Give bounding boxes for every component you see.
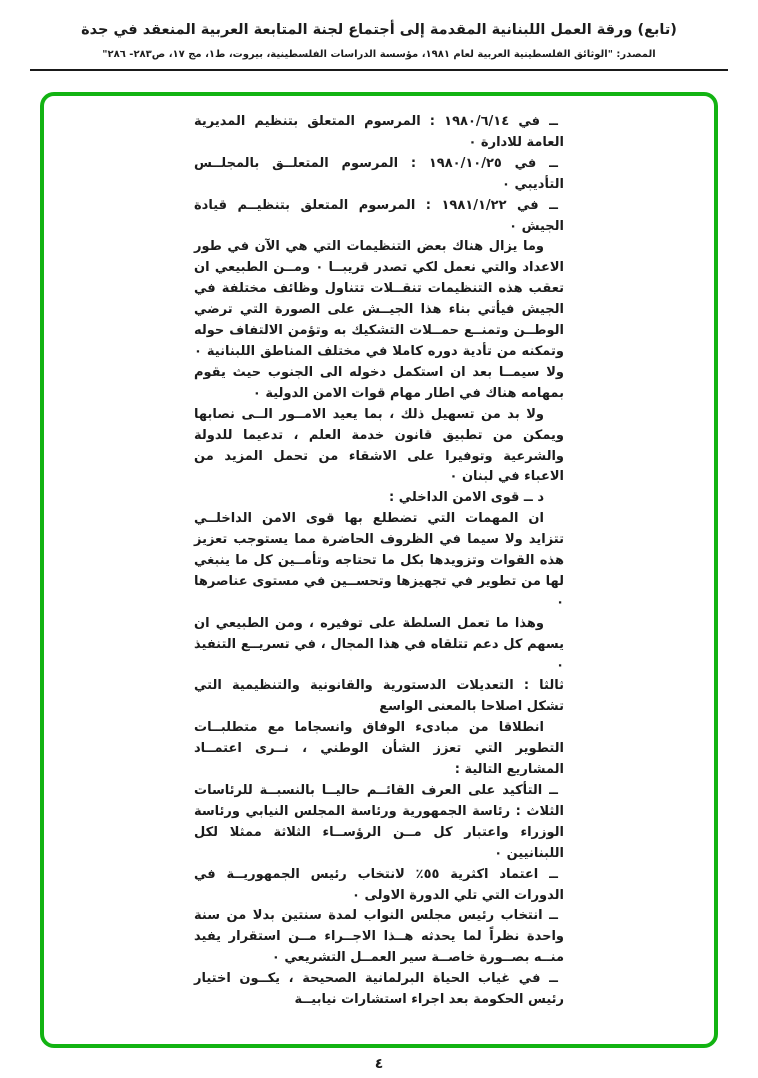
body-paragraph: ان المهمات التي تضطلع بها قوى الامن الداخلــي تتزايد ولا سيما في الظروف الحاضرة مما يستوجب تعزيز هذه القوات وتزويدها بكل ما تحتاجه وتأمــين كل ما ينبغي لها من تطوير في تجهيزها وتحســين في مستوى عناصرها ٠ [194,511,564,610]
document-body-text [194,112,564,1011]
body-paragraph: وهذا ما تعمل السلطة على توفيره ، ومن الطبيعي ان يسهم كل دعم تتلقاه في هذا المجال ، في تسريــع التنفيذ ٠ [194,615,564,673]
content-border-box [40,92,718,1048]
document-header [0,0,758,71]
header-divider [30,69,728,71]
body-paragraph: ولا بد من تسهيل ذلك ، بما يعيد الامــور الــى نصابها ويمكن من تطبيق قانون خدمة العلم ، تدعيما للدولة والشرعية وتوفيرا على الاشقاء من تحمل المزيد من الاعباء في لبنان ٠ [194,406,564,485]
decree-list-item: ــ في ١٩٨٠/٦/١٤ : المرسوم المتعلق بتنظيم المديرية العامة للادارة ٠ [194,114,564,150]
proposal-list-item: ــ في غياب الحياة البرلمانية الصحيحة ، يكــون اختيار رئيس الحكومة بعد اجراء استشارات نيابيــة [194,971,564,1008]
proposal-list-item: ــ التأكيد على العرف القائــم حاليــا بالنسبــة للرئاسات الثلاث : رئاسة الجمهورية ورئاسة المجلس النيابي ورئاسة الوزراء واعتبار كل مــن الرؤســاء الثلاثة ممثلا لكل اللبنانيين ٠ [194,783,564,861]
body-paragraph: وما يزال هناك بعض التنظيمات التي هي الآن في طور الاعداد والتي نعمل لكي تصدر قريبــا ٠ ومــن الطبيعي ان تعقب هذه التنظيمات تنقــلات تتناول وظائف مختلفة في الجيش فيأتي بناء هذا الجيــش على الصورة التي ترضي الوطــن وتمنــع حمــلات التشكيك به وتؤمن الالتفاف حوله وتمكنه من تأدية دوره كاملا في مختلف المناطق اللبنانية ٠ ولا سيمــا بعد ان استكمل دخوله الى الجنوب حيث يقوم بمهامه هناك في اطار مهام قوات الامن الدولية ٠ [194,239,565,401]
document-source-citation: المصدر: "الوثائق الفلسطينية العربية لعام ١٩٨١، مؤسسة الدراسات الفلسطينية، بيروت، ط١، مج ١٧، ص٢٨٣- ٢٨٦" [102,49,656,60]
document-title: (تابع) ورقة العمل اللبنانية المقدمة إلى أجتماع لجنة المتابعة العربية المنعقد في جدة [81,22,677,38]
decree-list-item: ــ في ١٩٨١/١/٢٢ : المرسوم المتعلق بتنظيــم قيادة الجيش ٠ [194,197,564,234]
page-number: ٤ [374,1056,384,1072]
decree-list-item: ــ في ١٩٨٠/١٠/٢٥ : المرسوم المتعلــق بالمجلــس التأديبي ٠ [194,155,564,192]
proposal-list-item: ــ اعتماد اكثرية ٥٥٪ لانتخاب رئيس الجمهوريــة في الدورات التي تلي الدورة الاولى ٠ [194,866,564,903]
section-heading-third-amendments: ثالثا : التعديلات الدستورية والقانونية والتنظيمية التي تشكل اصلاحا بالمعنى الواسع [194,678,564,715]
body-paragraph: انطلاقا من مبادىء الوفاق وانسجاما مع متطلبــات التطوير التي تعزز الشأن الوطني ، نــرى اعتمــاد المشاريع التالية : [194,720,564,778]
proposal-list-item: ــ انتخاب رئيس مجلس النواب لمدة سنتين بدلا من سنة واحدة نظراً لما يحدثه هــذا الاجــراء مــن استقرار يفيد منــه بصــورة خاصــة سير العمــل التشريعي ٠ [194,908,564,966]
section-heading-internal-security: د ــ قوى الامن الداخلي : [389,490,544,506]
